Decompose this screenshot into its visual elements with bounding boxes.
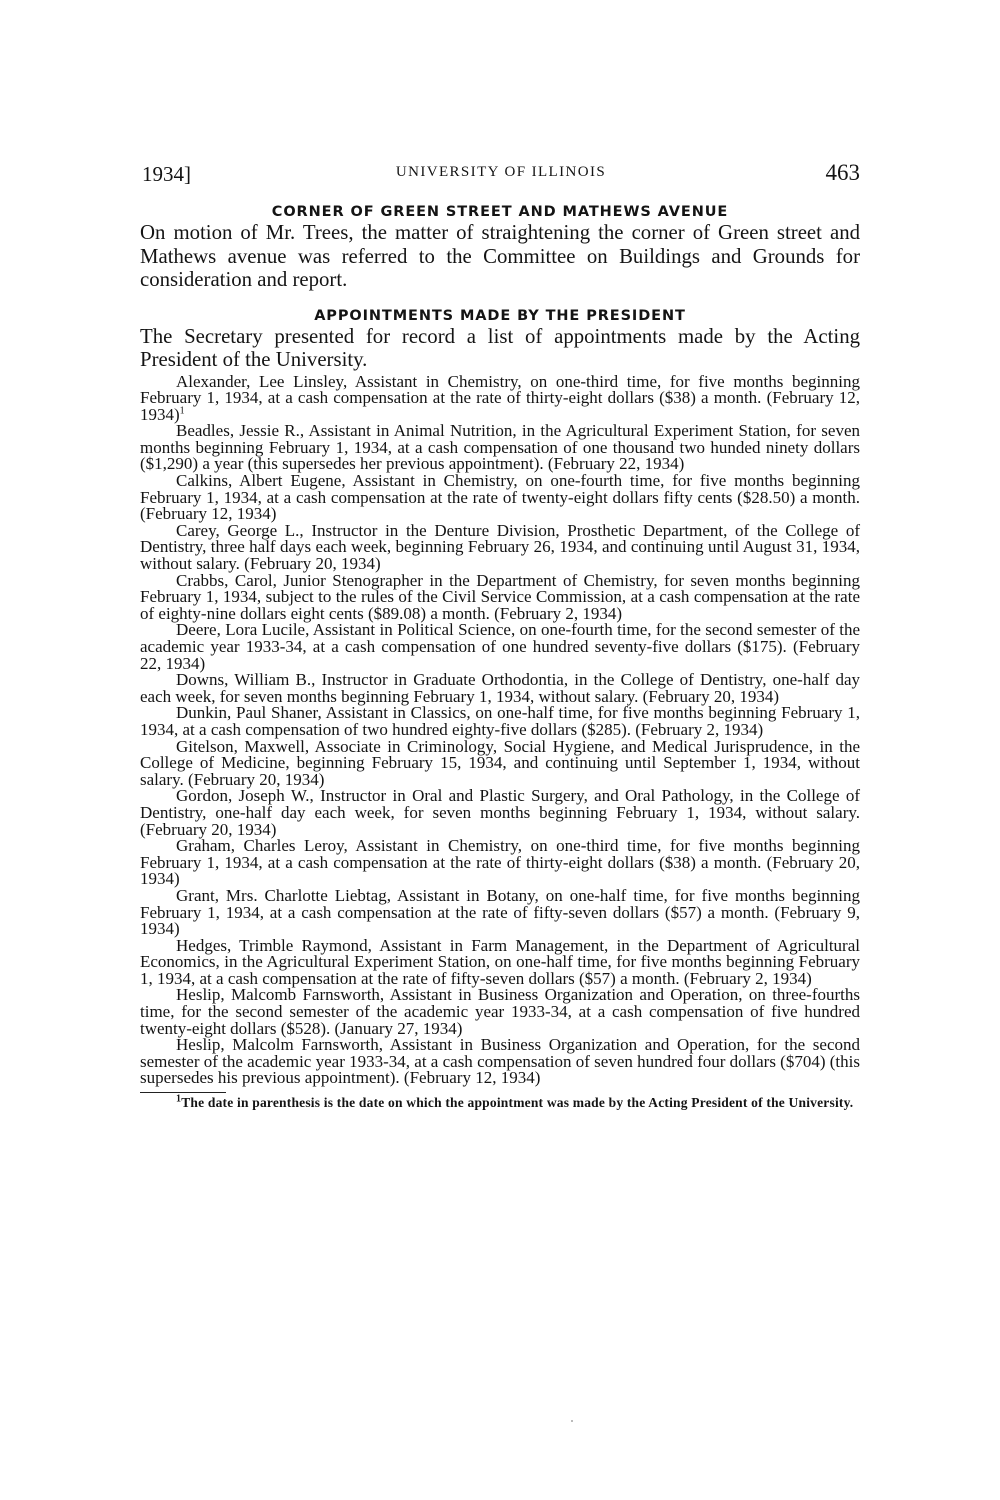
appointment-entry: Grant, Mrs. Charlotte Liebtag, Assistant in Botany, on one-half time, for five months beginning February 1, 1934, at a cash compensation at the rate of fifty-seven dollars ($57) a month. (February 9, 1934) [140,885,860,939]
footnote-rule [140,1092,226,1093]
running-header [142,158,860,188]
section-heading-corner: CORNER OF GREEN STREET AND MATHEWS AVENUE [271,204,729,220]
appointment-entry: Heslip, Malcolm Farnsworth, Assistant in Business Organization and Operation, for the second semester of the academic year 1933-34, at a cash compensation of seven hundred four dollars ($704) (this supersedes his previous appointment). (February 12, 1934) [140,1035,860,1088]
header-title: UNIVERSITY OF ILLINOIS [395,164,607,180]
footnote-reference: 1 [179,405,185,417]
appointment-entry: Carey, George L., Instructor in the Denture Division, Prosthetic Department, of the College of Dentistry, three half days each week, beginning February 26, 1934, and continuing until August 31, 1934, without salary. (February 20, 1934) [140,520,860,574]
page-body [140,200,860,1110]
footnote-marker: 1 [176,1093,182,1105]
appointment-entry: Downs, William B., Instructor in Graduate Orthodontia, in the College of Dentistry, one-half day each week, for seven months beginning February 1, 1934, without salary. (February 20, 1934) [140,670,860,706]
scan-speck [571,1420,573,1422]
appointment-entry: Heslip, Malcomb Farnsworth, Assistant in Business Organization and Operation, on three-fourths time, for the second semester of the academic year 1933-34, at a cash compensation of five hundred twenty-eight dollars ($528). (January 27, 1934) [140,985,860,1038]
appointment-entry: Gitelson, Maxwell, Associate in Criminology, Social Hygiene, and Medical Jurisprudence, in the College of Medicine, beginning February 15, 1934, and continuing until September 1, 1934, without salary. (February 20, 1934) [140,736,860,789]
appointment-entry: Dunkin, Paul Shaner, Assistant in Classics, on one-half time, for five months beginning February 1, 1934, at a cash compensation of two hundred eighty-five dollars ($285). (February 2, 1934) [140,703,860,739]
appointment-entry: Beadles, Jessie R., Assistant in Animal Nutrition, in the Agricultural Experiment Station, for seven months beginning February 1, 1934, at a cash compensation of one thousand two hunded ninety dollars ($1,290) a year (this supersedes her previous appointment). (February 22, 1934) [140,421,860,474]
appointment-entry: Crabbs, Carol, Junior Stenographer in the Department of Chemistry, for seven months beginning February 1, 1934, subject to the rules of the Civil Service Commission, at a cash compensation at the rate of eighty-nine dollars eight cents ($89.08) a month. (February 2, 1934) [140,570,860,623]
appointment-entry: Gordon, Joseph W., Instructor in Oral and Plastic Surgery, and Oral Pathology, in the College of Dentistry, one-half day each week, for seven months beginning February 1, 1934, without salary. (February 20, 1934) [140,786,860,839]
appointment-entry: Calkins, Albert Eugene, Assistant in Chemistry, on one-fourth time, for five months beginning February 1, 1934, at a cash compensation at the rate of twenty-eight dollars fifty cents ($28.50) a month. (February 12, 1934) [140,471,860,524]
footnote [140,1093,860,1111]
appointment-entry [140,371,860,424]
section-text-corner: On motion of Mr. Trees, the matter of straightening the corner of Green street and Mathews avenue was referred to the Committee on Buildings and Grounds for consideration and report. [140,221,860,291]
footnote-text: The date in parenthesis is the date on which the appointment was made by the Acting President of the University. [181,1095,854,1111]
section-text-appointments: The Secretary presented for record a list of appointments made by the Acting President of the University. [140,324,860,371]
appointment-entry: Hedges, Trimble Raymond, Assistant in Farm Management, in the Department of Agricultural Economics, in the Agricultural Experiment Station, on one-half time, for five months beginning February 1, 1934, at a cash compensation at the rate of fifty-seven dollars ($57) a month. (February 2, 1934) [140,935,860,988]
appointments-list [140,371,860,1088]
page-number: 463 [825,160,860,185]
appointment-entry: Graham, Charles Leroy, Assistant in Chemistry, on one-third time, for five months beginning February 1, 1934, at a cash compensation at the rate of thirty-eight dollars ($38) a month. (February 20, 1934) [140,836,860,889]
appointment-entry: Deere, Lora Lucile, Assistant in Political Science, on one-fourth time, for the second semester of the academic year 1933-34, at a cash compensation of one hundred seventy-five dollars ($175). (February 22, 1934) [140,620,860,673]
section-heading-appointments: APPOINTMENTS MADE BY THE PRESIDENT [314,307,686,324]
header-year: 1934] [142,162,191,186]
appointment-text: Alexander, Lee Linsley, Assistant in Chemistry, on one-third time, for five months beginning February 1, 1934, at a cash compensation at the rate of thirty-eight dollars ($38) a month. (February 12, 1934) [140,371,860,424]
